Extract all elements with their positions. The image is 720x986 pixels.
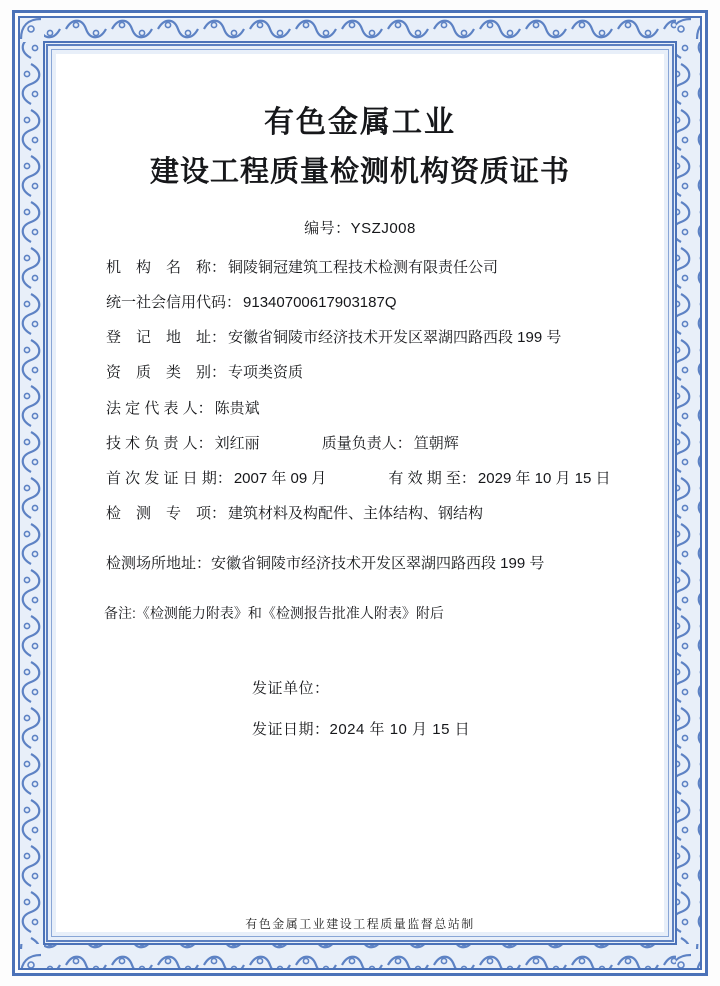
testing-site-address-row <box>82 552 638 573</box>
field-value: 专项类资质 <box>228 364 304 382</box>
field-value: 笪朝辉 <box>413 434 459 452</box>
field-row-technical-manager <box>106 432 628 455</box>
field-value: 安徽省铜陵市经济技术开发区翠湖四路西段 199 号 <box>228 329 562 346</box>
field-value: 2007 年 09 月 <box>233 470 327 487</box>
field-label: 技 术 负 责 人： <box>106 434 213 452</box>
field-label: 统一社会信用代码： <box>106 293 242 311</box>
field-value: 铜陵铜冠建筑工程技术检测有限责任公司 <box>228 258 499 276</box>
field-row-testing-scope <box>106 502 628 525</box>
certificate-serial-number: 编号：YSZJ008 <box>304 219 416 237</box>
field-row-legal-representative <box>106 397 628 420</box>
remarks-row: 备注:《检测能力附表》和《检测报告批准人附表》附后 <box>104 604 444 621</box>
field-label: 检 测 专 项： <box>106 505 227 523</box>
issue-date-line: 发证日期：2024 年 10 月 15 日 <box>252 720 471 738</box>
field-row-qualification-type <box>106 361 628 384</box>
field-label: 登 记 地 址： <box>106 329 227 346</box>
title-block <box>82 100 638 195</box>
field-label: 法 定 代 表 人： <box>106 399 213 417</box>
title-line-2: 建设工程质量检测机构资质证书 <box>149 156 570 188</box>
field-value: 2029 年 10 月 15 日 <box>477 470 611 487</box>
field-value: 91340700617903187Q <box>243 293 397 311</box>
field-row-credit-code <box>106 291 628 314</box>
fields-list <box>82 256 638 526</box>
field-label: 机 构 名 称： <box>106 258 227 276</box>
field-label: 资 质 类 别： <box>106 364 227 382</box>
field-value: 建筑材料及构配件、主体结构、钢结构 <box>228 505 484 523</box>
footer-authority-text: 有色金属工业建设工程质量监督总站制 <box>245 917 475 931</box>
issuer-block <box>82 677 638 739</box>
field-label: 首 次 发 证 日 期： <box>106 470 232 487</box>
field-label: 质量负责人： <box>321 434 412 452</box>
issuing-authority-label: 发证单位： <box>252 679 330 697</box>
testing-site-address-label: 检测场所地址： <box>106 554 212 572</box>
title-line-1: 有色金属工业 <box>264 106 456 139</box>
field-value: 陈贵斌 <box>214 399 260 417</box>
certificate-content <box>56 54 664 932</box>
field-label: 有 效 期 至： <box>388 470 476 487</box>
field-row-registered-address <box>106 326 628 349</box>
field-value: 刘红丽 <box>214 434 260 452</box>
field-group-quality-manager <box>322 432 459 455</box>
field-group-valid-until <box>388 467 610 490</box>
field-row-org-name <box>106 256 628 279</box>
testing-site-address-value: 安徽省铜陵市经济技术开发区翠湖四路西段 199 号 <box>211 554 545 572</box>
field-row-first-issue-date <box>106 467 628 490</box>
